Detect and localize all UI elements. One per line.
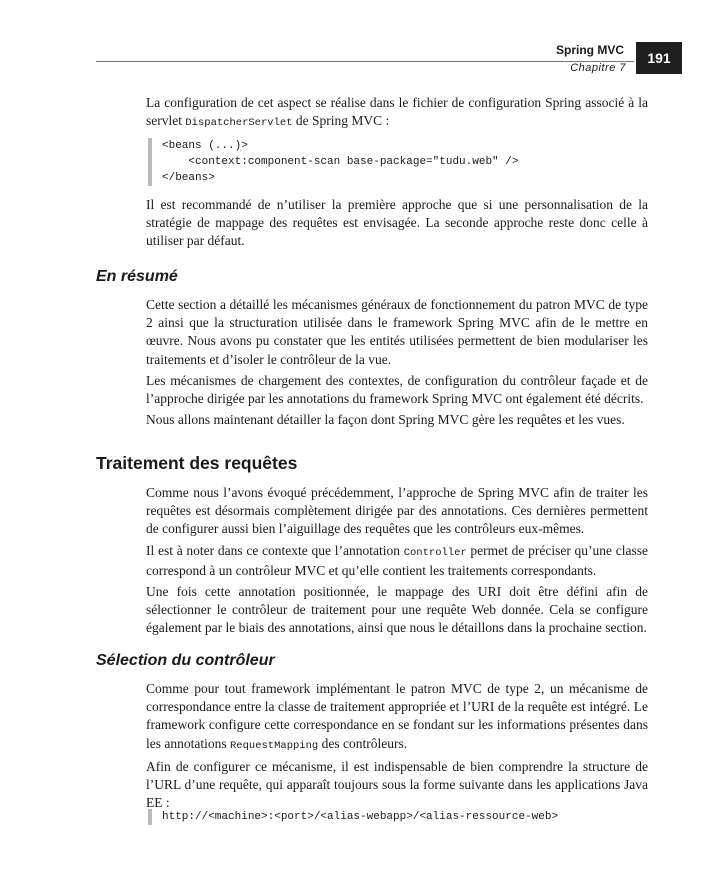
heading-traitement-des-requetes: Traitement des requêtes <box>96 453 298 473</box>
header-rule <box>96 61 634 62</box>
code-block-url: http://<machine>:<port>/<alias-webapp>/<alias-ressource-web> <box>148 809 558 825</box>
traitement-section <box>146 484 648 638</box>
running-header-title: Spring MVC <box>556 43 624 57</box>
selection-text-1b: des contrôleurs. <box>318 735 408 751</box>
traitement-text-2: Il est à noter dans ce contexte que l’annotation <box>146 542 404 558</box>
intro-paragraph-1 <box>146 94 648 132</box>
traitement-text-2b: permet de préciser qu’une classe correspond à un contrôleur MVC et qu’elle contient les traitements correspondants. <box>146 542 648 578</box>
inline-code-requestmapping: RequestMapping <box>230 739 319 752</box>
running-header-chapter: Chapitre 7 <box>570 62 626 74</box>
selection-paragraph-1 <box>146 680 648 755</box>
selection-text-1: Comme pour tout framework implémentant le patron MVC de type 2, un mécanisme de correspondance entre la classe de traitement appropriée et l’URI de la requête est intégré. Le framework configure cette correspondance en se fondant sur les informations présentes dans les annotations <box>146 681 648 751</box>
selection-section <box>146 680 648 812</box>
intro-paragraph-2 <box>146 196 648 251</box>
selection-paragraph-2: Afin de configurer ce mécanisme, il est indispensable de bien comprendre la structure de l’URL d’une requête, qui apparaît toujours sous la forme suivante dans les applications Java EE : <box>146 758 648 811</box>
traitement-paragraph-3: Une fois cette annotation positionnée, le mappage des URI doit être défini afin de sélectionner le contrôleur de traitement pour une requête Web donnée. Cela se configure également par le biais des annotations, ainsi que nous le détaillons dans la prochaine section. <box>146 584 648 636</box>
page-number: 191 <box>636 42 682 74</box>
intro-text-1: La configuration de cet aspect se réalise dans le fichier de configuration Spring associé à la servlet <box>146 95 648 129</box>
intro-text-2: Il est recommandé de n’utiliser la première approche que si une personnalisation de la stratégie de mappage des requêtes est envisagée. La seconde approche reste donc celle à utiliser par défaut. <box>146 197 648 249</box>
resume-paragraph-1: Cette section a détaillé les mécanismes généraux de fonctionnement du patron MVC de type 2 ainsi que la structuration utilisée dans le framework Spring MVC afin de le mettre en œuvre. Nous avons pu constater que les entités utilisées permettent de bien modulariser les traitements et d’isoler le contrôleur de la vue. <box>146 297 648 367</box>
resume-paragraph-3: Nous allons maintenant détailler la façon dont Spring MVC gère les requêtes et les vues. <box>146 412 625 428</box>
traitement-paragraph-1: Comme nous l’avons évoqué précédemment, l’approche de Spring MVC afin de traiter les requêtes est désormais complètement dirigée par des annotations. Ces dernières permettent de configurer aussi bien l’aiguillage des requêtes que les contrôleurs eux-mêmes. <box>146 485 648 537</box>
heading-selection-du-controleur: Sélection du contrôleur <box>96 652 275 669</box>
inline-code-dispatcherservlet: DispatcherServlet <box>185 117 293 130</box>
inline-code-controller: Controller <box>403 546 467 559</box>
resume-section <box>146 296 648 429</box>
heading-en-resume: En résumé <box>96 268 178 285</box>
intro-text-1b: de Spring MVC : <box>292 113 390 129</box>
code-block-beans: <beans (...)> <context:component-scan base-package="tudu.web" /> </beans> <box>148 138 518 186</box>
traitement-paragraph-2 <box>146 542 648 580</box>
resume-paragraph-2: Les mécanismes de chargement des contextes, de configuration du contrôleur façade et de l’approche dirigée par les annotations du framework Spring MVC ont également été décrits. <box>146 372 648 407</box>
